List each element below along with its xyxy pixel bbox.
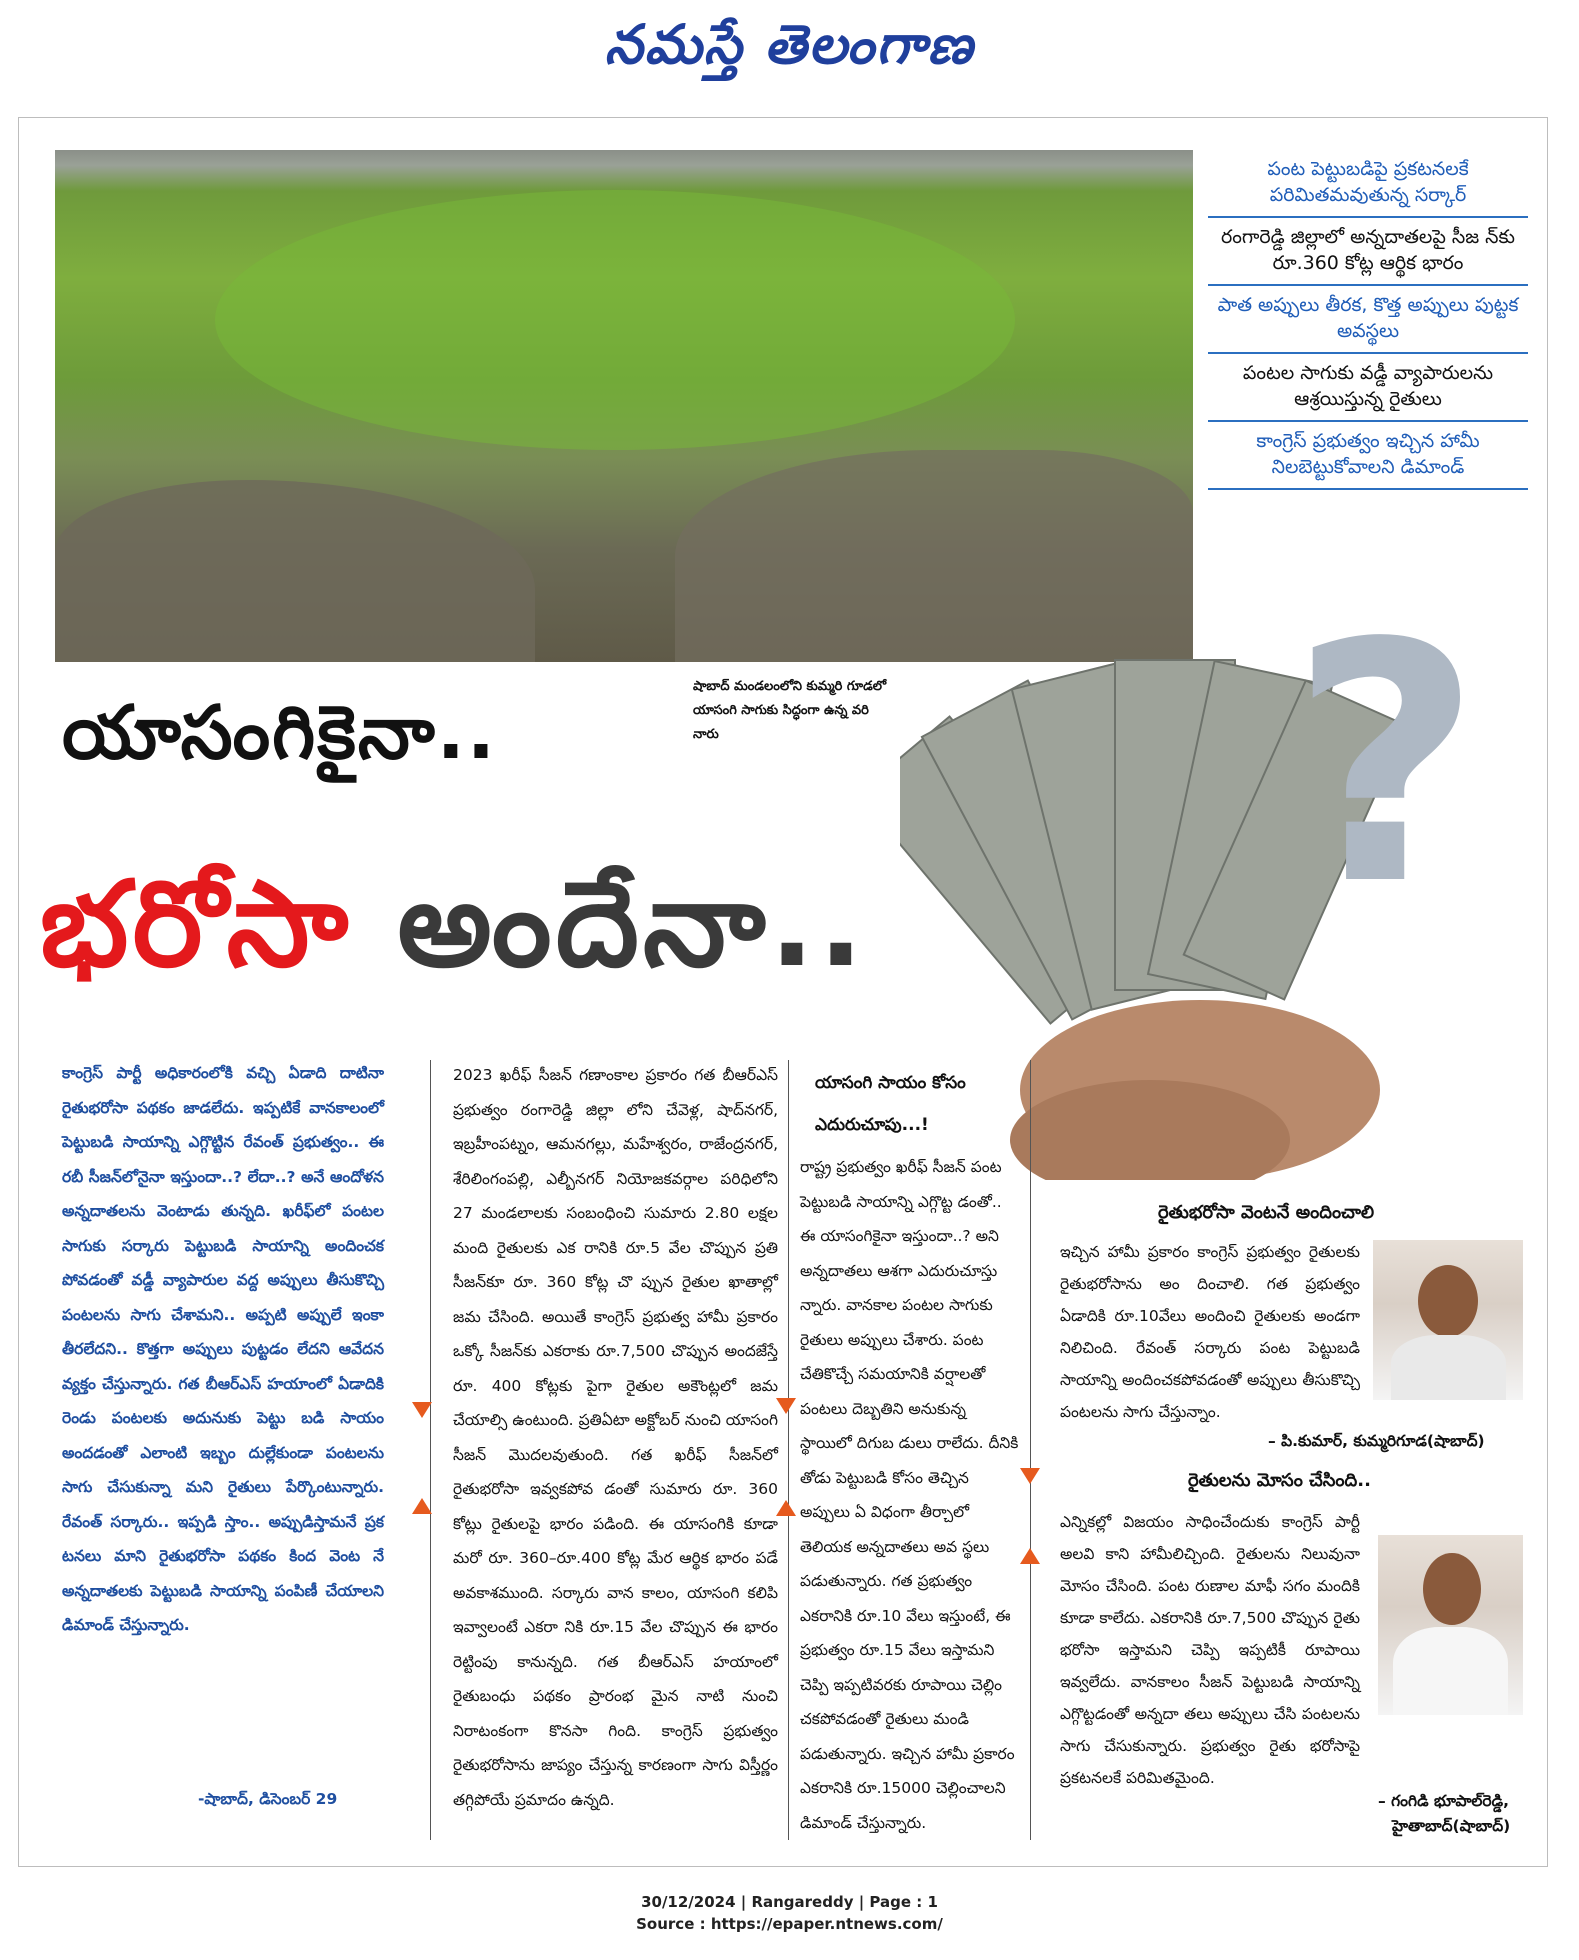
triangle-arrow-icon: [1020, 1468, 1040, 1484]
highlights-list: [1208, 150, 1528, 490]
column-divider: [788, 1060, 789, 1840]
triangle-arrow-icon: [1020, 1548, 1040, 1564]
headline-dark-word: అందేనా..: [397, 855, 868, 993]
quote-box-2-signature-place: హైతాబాద్‌(షాబాద్‌): [1392, 1817, 1511, 1835]
person-photo: [1373, 1240, 1523, 1400]
photo-mud-patch: [675, 450, 1193, 662]
person-face: [1418, 1265, 1478, 1337]
quote-box-1-text: ఇచ్చిన హామీ ప్రకారం కాంగ్రెస్‌ ప్రభుత్వం రైతులకు రైతుభరోసాను అం దించాలి. గత ప్రభుత్వం ఏడాదికి రూ.10వేలు అందించి రైతులకు అండగా నిలిచింది. రేవంత్‌ సర్కారు పంట పెట్టుబడి సాయాన్ని అందించకపోవడంతో అప్పులు తీసుకొచ్చి పంటలను సాగు చేస్తున్నాం.: [1060, 1243, 1360, 1421]
headline-line1: యాసంగికైనా..: [62, 690, 497, 776]
triangle-arrow-icon: [412, 1498, 432, 1514]
question-mark-graphic: ?: [1290, 573, 1482, 957]
paddy-field-photo: [55, 150, 1193, 662]
quote-box-2-text: ఎన్నికల్లో విజయం సాధించేందుకు కాంగ్రెస్‌ పార్టీ అలవి కాని హామీలిచ్చింది. రైతులను నిలువునా మోసం చేసింది. పంట రుణాల మాఫీ సగం మందికి కూడా కాలేదు. ఎకరానికి రూ.7,500 చొప్పున రైతు భరోసా ఇస్తామని చెప్పి ఇప్పటికీ రూపాయి ఇవ్వలేదు. వానకాలం సీజన్‌ పెట్టుబడి సాయాన్ని ఎగ్గొట్టడంతో అన్నదా తలు అప్పులు చేసి పంటలను సాగు చేసుకున్నారు. ప్రభుత్వం రైతు భరోసాపై ప్రకటనలకే పరిమితమైంది.: [1060, 1513, 1360, 1787]
highlight-item: కాంగ్రెస్‌ ప్రభుత్వం ఇచ్చిన హామీ నిలబెట్టుకోవాలని డిమాండ్‌: [1208, 422, 1528, 490]
quote-box-1-signature: – పి.కుమార్‌, కుమ్మరిగూడ(షాబాద్‌): [1268, 1432, 1485, 1450]
person-face: [1423, 1553, 1481, 1625]
column-divider: [1030, 1060, 1031, 1840]
dateline: -షాబాద్‌, డిసెంబర్‌ 29: [198, 1790, 338, 1808]
triangle-arrow-icon: [776, 1500, 796, 1516]
article-column-2: 2023 ఖరీఫ్‌ సీజన్‌ గణాంకాల ప్రకారం గత బీఆర్‌ఎస్‌ ప్రభుత్వం రంగారెడ్డి జిల్లా లోని చేవెళ్ల, షాద్‌నగర్‌, ఇబ్రహీంపట్నం, ఆమనగల్లు, మహేశ్వరం, రాజేంద్రనగర్‌, శేరిలింగంపల్లి, ఎల్బీనగర్‌ నియోజకవర్గాల పరిధిలోని 27 మండలాలకు సంబంధించి సుమారు 2.80 లక్షల మంది రైతులకు ఎక రానికి రూ.5 వేల చొప్పున ప్రతి సీజన్‌కూ రూ. 360 కోట్ల చొ ప్పున రైతుల ఖాతాల్లో జమ చేసింది. అయితే కాంగ్రెస్‌ ప్రభుత్వ హామీ ప్రకారం ఒక్కో సీజన్‌కు ఎకరాకు రూ.7,500 చొప్పున అందజేస్తే రూ. 400 కోట్లకు పైగా రైతుల అకౌంట్లలో జమ చేయాల్సి ఉంటుంది. ప్రతిఏటా అక్టోబర్‌ నుంచి యాసంగి సీజన్‌ మొదలవుతుంది. గత ఖరీఫ్‌ సీజన్‌లో రైతుభరోసా ఇవ్వకపోవ డంతో సుమారు రూ. 360 కోట్లు రైతులపై భారం పడింది. ఈ యాసంగికి కూడా మరో రూ. 360–రూ.400 కోట్ల మేర ఆర్థిక భారం పడే అవకాశముంది. సర్కారు వాన కాలం, యాసంగి కలిపి ఇవ్వాలంటే ఎకరా నికి రూ.15 వేల చొప్పున ఈ భారం రెట్టింపు కానున్నది. గత బీఆర్‌ఎస్‌ హయాంలో రైతుబంధు పథకం ప్రారంభ మైన నాటి నుంచి నిరాటంకంగా కొనసా గింది. కాంగ్రెస్‌ ప్రభుత్వం రైతుభరోసాను జాప్యం చేస్తున్న కారణంగా సాగు విస్తీర్ణం తగ్గిపోయే ప్రమాదం ఉన్నది.: [453, 1066, 778, 1809]
highlight-item: రంగారెడ్డి జిల్లాలో అన్నదాతలపై సీజ న్‌కు రూ.360 కోట్ల ఆర్థిక భారం: [1208, 218, 1528, 286]
headline-line2: [40, 855, 867, 1022]
highlight-item: పాత అప్పులు తీరక, కొత్త అప్పులు పుట్టక అవస్థలు: [1208, 286, 1528, 354]
footer-source: Source : https://epaper.ntnews.com/: [636, 1915, 943, 1933]
column-divider: [430, 1060, 431, 1840]
quote-box-2-signature: – గంగిడి భూపాల్‌రెడ్డి,: [1378, 1792, 1509, 1810]
photo-mud-patch: [55, 480, 535, 662]
person-shirt: [1391, 1335, 1506, 1400]
quote-box-2-title: రైతులను మోసం చేసింది..: [1188, 1470, 1371, 1491]
masthead-logo: నమస్తే తెలంగాణ: [604, 12, 975, 76]
person-shirt: [1393, 1627, 1508, 1715]
photo-caption: షాబాద్‌ మండలంలోని కుమ్మరి గూడలో యాసంగి సాగుకు సిద్ధంగా ఉన్న వరి నారు: [693, 679, 887, 742]
highlight-item: పంట పెట్టుబడిపై ప్రకటనలకే పరిమితమవుతున్న సర్కార్: [1208, 150, 1528, 218]
person-photo: [1378, 1535, 1523, 1715]
headline-red-word: భరోసా: [40, 855, 353, 993]
triangle-arrow-icon: [776, 1398, 796, 1414]
quote-box-1-title: రైతుభరోసా వెంటనే అందించాలి: [1158, 1202, 1375, 1223]
triangle-arrow-icon: [412, 1402, 432, 1418]
section-subheading: యాసంగి సాయం కోసం ఎదురుచూపు...!: [815, 1073, 966, 1135]
highlight-item: పంటల సాగుకు వడ్డీ వ్యాపారులను ఆశ్రయిస్తున్న రైతులు: [1208, 354, 1528, 422]
article-column-1: కాంగ్రెస్‌ పార్టీ అధికారంలోకి వచ్చి ఏడాది దాటినా రైతుభరోసా పథకం జాడలేదు. ఇప్పటికే వానకాలంలో పెట్టుబడి సాయాన్ని ఎగ్గొట్టిన రేవంత్‌ ప్రభుత్వం.. ఈ రబీ సీజన్‌లోనైనా ఇస్తుందా..? లేదా..? అనే ఆందోళన అన్నదాతలను వెంటాడు తున్నది. ఖరీఫ్‌లో పంటల సాగుకు సర్కారు పెట్టుబడి సాయాన్ని అందించక పోవడంతో వడ్డీ వ్యాపారుల వద్ద అప్పులు తీసుకొచ్చి పంటలను సాగు చేశామని.. అప్పటి అప్పులే ఇంకా తీరలేదని.. కొత్తగా అప్పులు పుట్టడం లేదని ఆవేదన వ్యక్తం చేస్తున్నారు. గత బీఆర్‌ఎస్‌ హయాంలో ఏడాదికి రెండు పంటలకు అదునుకు పెట్టు బడి సాయం అందడంతో ఎలాంటి ఇబ్బం దుల్లేకుండా పంటలను సాగు చేసుకున్నా మని రైతులు పేర్కొంటున్నారు. రేవంత్‌ సర్కారు.. ఇప్పడి స్తాం.. అప్పుడిస్తామనే ప్రక టనలు మాని రైతుభరోసా పథకం కింద వెంట నే అన్నదాతలకు పెట్టుబడి సాయాన్ని పంపిణీ చేయాలని డిమాండ్‌ చేస్తున్నారు.: [62, 1064, 384, 1634]
footer-page-info: 30/12/2024 | Rangareddy | Page : 1: [641, 1893, 938, 1911]
article-column-3: రాష్ట్ర ప్రభుత్వం ఖరీఫ్‌ సీజన్‌ పంట పెట్టుబడి సాయాన్ని ఎగ్గొట్ట డంతో.. ఈ యాసంగికైనా ఇస్తుందా..? అని అన్నదాతలు ఆశగా ఎదురుచూస్తు న్నారు. వానకాల పంటల సాగుకు రైతులు అప్పులు చేశారు. పంట చేతికొచ్చే సమయానికి వర్షాలతో పంటలు దెబ్బతిని అనుకున్న స్థాయిలో దిగుబ డులు రాలేదు. దీనికి తోడు పెట్టుబడి కోసం తెచ్చిన అప్పులు ఏ విధంగా తీర్చాలో తెలియక అన్నదాతలు అవ స్థలు పడుతున్నారు. గత ప్రభుత్వం ఎకరానికి రూ.10 వేలు ఇస్తుంటే, ఈ ప్రభుత్వం రూ.15 వేలు ఇస్తామని చెప్పి ఇప్పటివరకు రూపాయి చెల్లిం చకపోవడంతో రైతులు మండి పడుతున్నారు. ఇచ్చిన హామీ ప్రకారం ఎకరానికి రూ.15000 చెల్లించాలని డిమాండ్‌ చేస్తున్నారు.: [800, 1158, 1019, 1832]
photo-green-area: [215, 190, 1015, 450]
